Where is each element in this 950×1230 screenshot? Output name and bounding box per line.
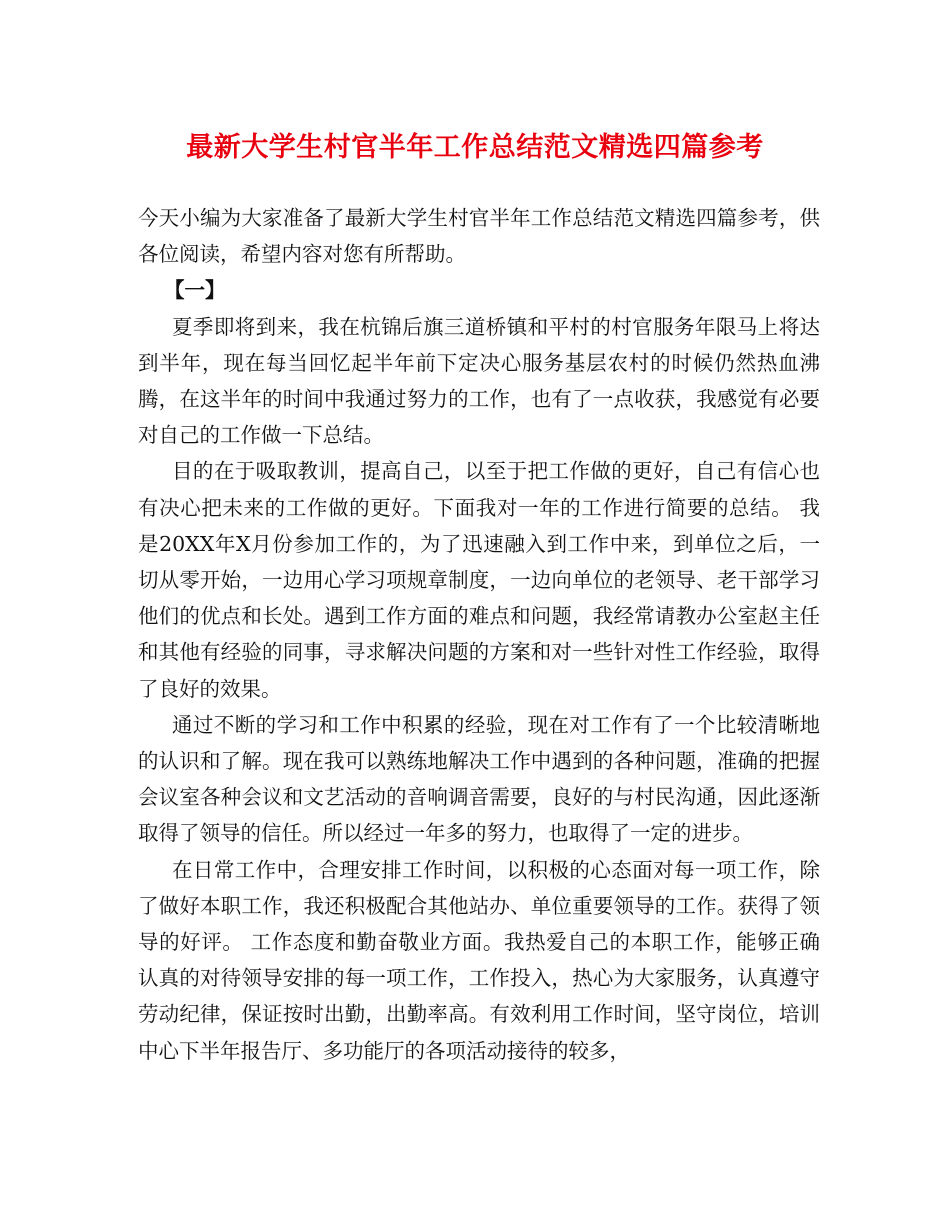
body-paragraph: 在日常工作中，合理安排工作时间，以积极的心态面对每一项工作，除了做好本职工作，我还积极配合其他站办、单位重要领导的工作。获得了领导的好评。 工作态度和勤奋敬业方面。我热爱自己的本职工作，能够正确认真的对待领导安排的每一项工作，工作投入，热心为大家服务，认真遵守劳动纪律，保证按时出勤，出勤率高。有效利用工作时间，坚守岗位，培训中心下半年报告厅、多功能厅的各项活动接待的较多， bbox=[138, 857, 820, 1063]
document-title: 最新大学生村官半年工作总结范文精选四篇参考 bbox=[186, 132, 764, 163]
document-body bbox=[138, 200, 820, 1069]
body-paragraph: 目的在于吸取教训，提高自己，以至于把工作做的更好，自己有信心也有决心把未来的工作做的更好。下面我对一年的工作进行简要的总结。 我是20XX年X月份参加工作的，为了迅速融入到工作中来，到单位之后，一切从零开始，一边用心学习项规章制度，一边向单位的老领导、老干部学习他们的优点和长处。遇到工作方面的难点和问题，我经常请教办公室赵主任和其他有经验的同事，寻求解决问题的方案和对一些针对性工作经验，取得了良好的效果。 bbox=[138, 459, 820, 701]
body-paragraph: 通过不断的学习和工作中积累的经验，现在对工作有了一个比较清晰地的认识和了解。现在我可以熟练地解决工作中遇到的各种问题，准确的把握会议室各种会议和文艺活动的音响调音需要，良好的与村民沟通，因此逐渐取得了领导的信任。所以经过一年多的努力，也取得了一定的进步。 bbox=[138, 712, 820, 846]
intro-paragraph: 今天小编为大家准备了最新大学生村官半年工作总结范文精选四篇参考，供各位阅读，希望内容对您有所帮助。 bbox=[138, 206, 820, 267]
section-label: 【一】 bbox=[164, 278, 226, 303]
body-paragraph: 夏季即将到来，我在杭锦后旗三道桥镇和平村的村官服务年限马上将达到半年，现在每当回忆起半年前下定决心服务基层农村的时候仍然热血沸腾，在这半年的时间中我通过努力的工作，也有了一点收获，我感觉有必要对自己的工作做一下总结。 bbox=[138, 314, 820, 448]
